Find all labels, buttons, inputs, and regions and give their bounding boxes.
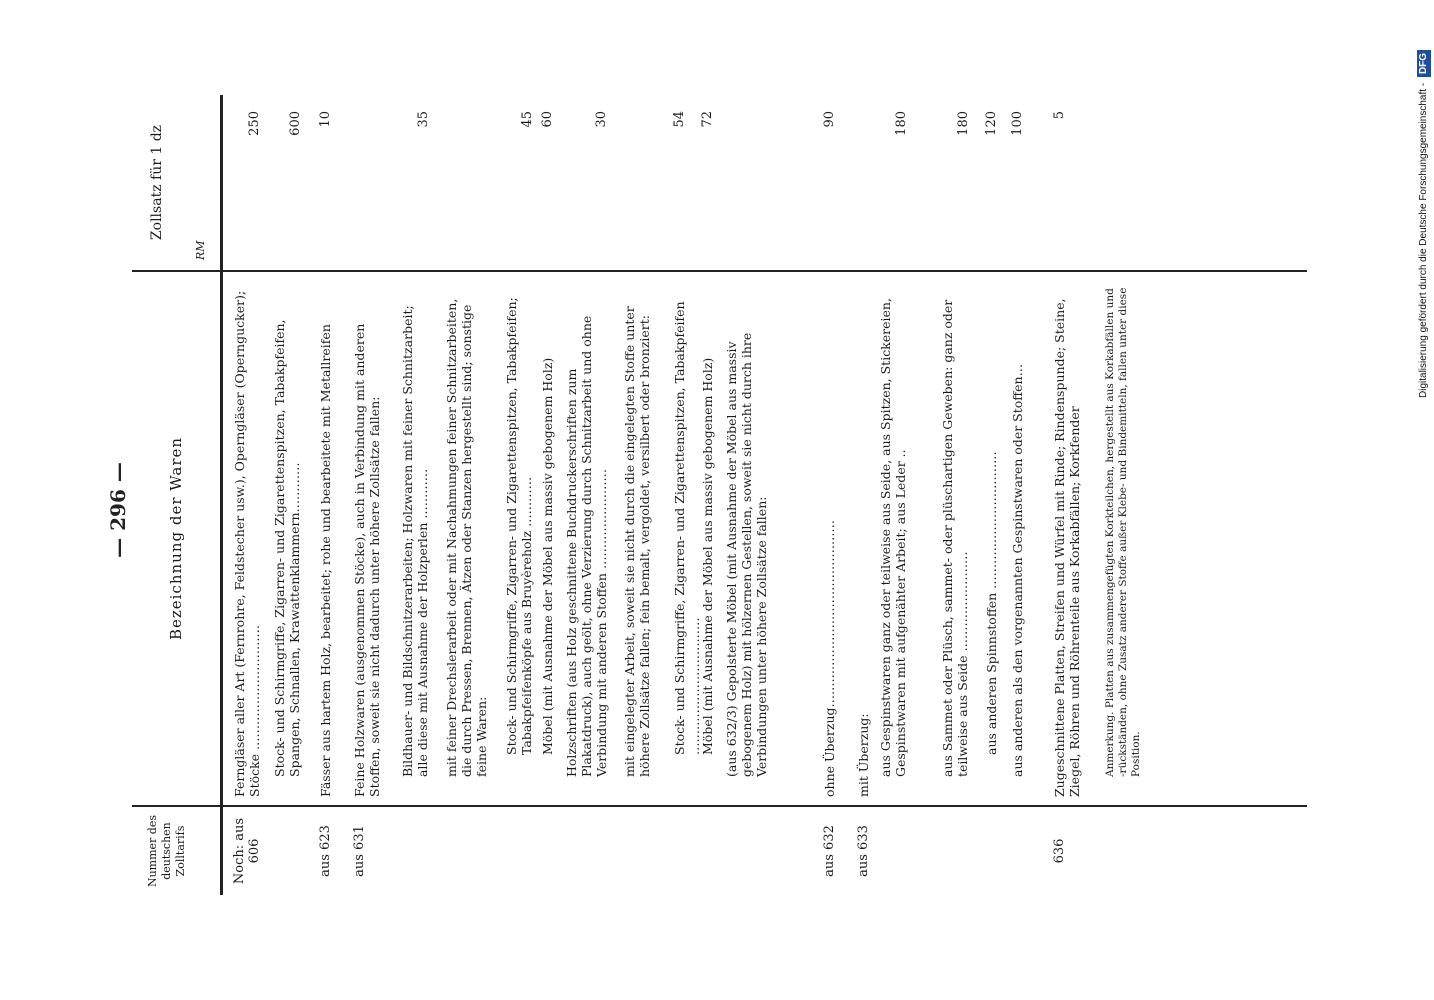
goods-description: aus Sammet oder Plüsch, sammet- oder plüschartigen Geweben: ganz oder teilweise aus Seide …………………… xyxy=(940,299,970,777)
duty-rate: 120 xyxy=(984,111,999,136)
duty-rate: 54 xyxy=(672,111,687,128)
header-duty-rate-label: Zollsatz für 1 dz xyxy=(149,124,165,241)
goods-description: Fässer aus hartem Holz, bearbeitet; rohe und bearbeitete mit Metallreifen xyxy=(318,324,333,797)
footnote: Anmerkung. Platten aus zusammengefügten Korkteilchen, hergestellt aus Korkabfällen und -rückständen, ohne Zusatz anderer Stoffe außer Klebe- und Bindemitteln, fallen unter diese Position. xyxy=(1104,287,1142,777)
goods-description: Möbel (mit Ausnahme der Möbel aus massiv gebogenem Holz) xyxy=(540,357,555,755)
goods-description: Stock- und Schirmgriffe, Zigarren- und Zigarettenspitzen, Tabakpfeifen, Spangen, Schnallen, Krawattenklammern………… xyxy=(272,319,302,777)
goods-description: mit eingelegter Arbeit, soweit sie nicht durch die eingelegten Stoffe unter höhere Zollsätze fallen; fein bemalt, vergoldet, versilbert oder bronziert: xyxy=(622,306,652,777)
goods-description: mit feiner Drechslerarbeit oder mit Nachahmungen feiner Schnitzarbeiten, die durch Pressen, Brennen, Ätzen oder Stanzen hergestellt sind; sonstige feine Waren: xyxy=(444,298,489,777)
dfg-label-text: Digitalisierung gefördert durch die Deutsche Forschungsgemeinschaft - xyxy=(1418,82,1429,398)
duty-rate: 30 xyxy=(594,111,609,128)
duty-rate: 180 xyxy=(956,111,971,136)
goods-description: Zugeschnittene Platten, Streifen und Würfel mit Rinde; Rindenspunde; Steine, Ziegel, Röhren und Röhrenteile aus Korkabfällen; Korkfender xyxy=(1052,298,1082,797)
header-tariff-number: Nummer des deutschen Zolltarifs xyxy=(132,805,223,895)
tariff-number: aus 632 xyxy=(822,825,837,877)
column-divider xyxy=(220,270,1307,272)
tariff-number: Noch: aus 606 xyxy=(232,817,262,885)
tariff-table-container xyxy=(132,95,1307,895)
dfg-label xyxy=(1414,8,1434,398)
header-duty-rate xyxy=(132,95,223,270)
goods-description: mit Überzug: xyxy=(856,713,871,797)
dfg-label-container xyxy=(1414,8,1434,398)
duty-rate: 180 xyxy=(894,111,909,136)
column-divider xyxy=(220,805,1307,807)
duty-rate: 600 xyxy=(288,111,303,136)
goods-description: aus Gespinstwaren ganz oder teilweise aus Seide, aus Spitzen, Stickereien, Gespinstwaren mit aufgenähter Arbeit; aus Leder .. xyxy=(878,298,908,777)
goods-description: Stock- und Schirmgriffe, Zigarren- und Zigarettenspitzen, Tabakpfeifen …………………………… xyxy=(672,301,702,755)
goods-description: Holzschriften (aus Holz geschnittene Buchdruckerschriften zum Plakatdruck), auch geölt, ohne Verzierung durch Schnitzarbeit und ohne Verbindung mit anderen Stoffen …………………… xyxy=(564,315,609,777)
duty-rate: 45 xyxy=(520,111,535,128)
duty-rate: 60 xyxy=(540,111,555,128)
duty-rate: 72 xyxy=(700,111,715,128)
duty-rate: 10 xyxy=(318,111,333,128)
goods-description: aus anderen als den vorgenannten Gespinstwaren oder Stoffen… xyxy=(1010,363,1025,777)
tariff-number: aus 631 xyxy=(352,825,367,877)
page-number: — 296 — xyxy=(106,462,130,558)
tariff-number: aus 633 xyxy=(856,825,871,877)
duty-rate: 5 xyxy=(1052,111,1067,120)
duty-rate: 250 xyxy=(247,111,262,136)
duty-rate: 100 xyxy=(1010,111,1025,136)
tariff-table xyxy=(132,95,1307,895)
goods-description: Bildhauer- und Bildschnitzerarbeiten; Holzwaren mit feiner Schnitzarbeit; alle diese mit Ausnahme der Holzperlen ………… xyxy=(400,305,430,777)
header-goods-description: Bezeichnung der Waren xyxy=(132,270,223,805)
tariff-number: aus 623 xyxy=(318,825,333,877)
goods-description: ohne Überzug……………………………………… xyxy=(822,519,837,797)
dfg-logo: DFG xyxy=(1417,50,1431,77)
goods-description: Möbel (mit Ausnahme der Möbel aus massiv gebogenem Holz) xyxy=(700,357,715,755)
duty-rate: 35 xyxy=(416,111,431,128)
goods-description: Stock- und Schirmgriffe, Zigarren- und Zigarettenspitzen, Tabakpfeifen; Tabakpfeifenköpfe aus Bruyèreholz ………… xyxy=(504,297,534,755)
goods-description: Ferngläser aller Art (Fernrohre, Feldstecher usw.), Operngläser (Operngucker); Stöcke ………………………… xyxy=(232,290,262,797)
duty-rate: 90 xyxy=(822,111,837,128)
goods-description: aus anderen Spinnstoffen …………………………… xyxy=(984,451,999,755)
goods-description: Feine Holzwaren (ausgenommen Stöcke), auch in Verbindung mit anderen Stoffen, soweit sie nicht dadurch unter höhere Zollsätze fallen: xyxy=(352,323,382,797)
tariff-number: 636 xyxy=(1052,838,1067,864)
goods-description: (aus 632/3) Gepolsterte Möbel (mit Ausnahme der Möbel aus massiv gebogenem Holz) mit hölzernen Gestellen, soweit sie nicht durch ihre Verbindungen unter höhere Zollsätze fallen: xyxy=(724,332,769,777)
header-duty-rate-unit: RM xyxy=(194,240,207,260)
